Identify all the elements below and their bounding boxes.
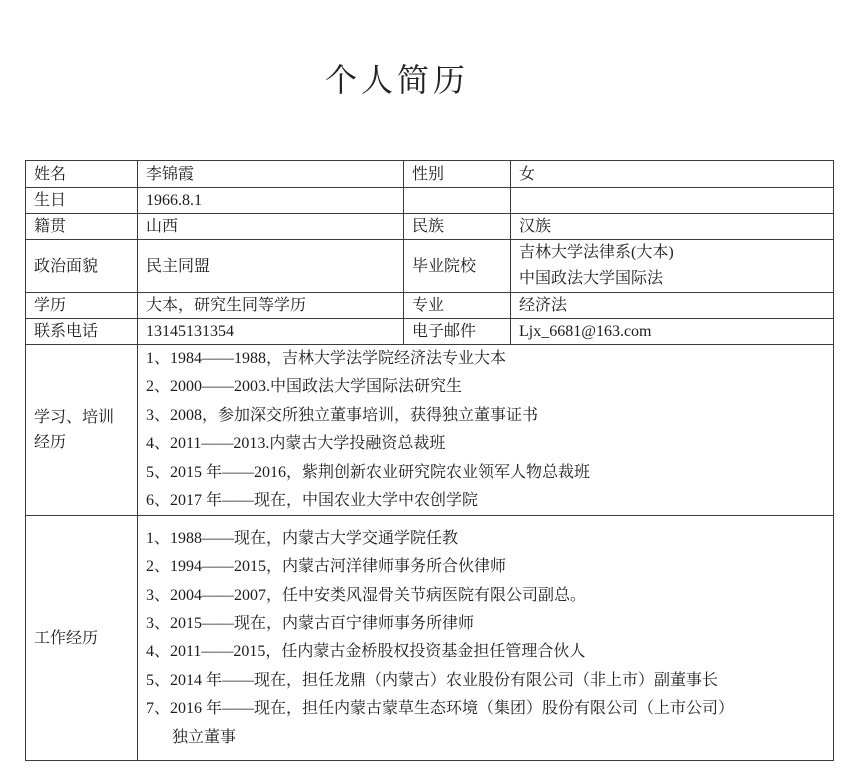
graduate-school-label: 毕业院校 xyxy=(404,240,511,293)
study-item-4: 4、2011——2013.内蒙古大学投融资总裁班 xyxy=(146,435,446,453)
ethnicity-value: 汉族 xyxy=(511,214,834,240)
phone-value: 13145131354 xyxy=(138,319,404,345)
work-item-4: 3、2015——现在，内蒙古百宁律师事务所律师 xyxy=(146,615,475,633)
education-value: 大本，研究生同等学历 xyxy=(138,293,404,319)
major-value: 经济法 xyxy=(511,293,834,319)
graduate-school-value xyxy=(511,240,834,293)
birthday-label: 生日 xyxy=(26,188,138,214)
page-title: 个人简历 xyxy=(325,62,470,98)
row-phone-email xyxy=(26,319,834,345)
gender-value: 女 xyxy=(511,161,834,188)
work-history-content xyxy=(138,516,834,761)
study-history-label: 学习、培训经历 xyxy=(26,345,138,516)
political-status-label: 政治面貌 xyxy=(26,240,138,293)
row-study-history xyxy=(26,345,834,516)
major-label: 专业 xyxy=(404,293,511,319)
work-item-7: 7、2016 年——现在，担任内蒙古蒙草生态环境（集团）股份有限公司（上市公司） xyxy=(146,700,735,718)
name-value: 李锦霞 xyxy=(138,161,404,188)
work-item-7-continuation: 独立董事 xyxy=(172,728,237,746)
native-place-label: 籍贯 xyxy=(26,214,138,240)
work-item-3: 3、2004——2007，任中安类风湿骨关节病医院有限公司副总。 xyxy=(146,586,587,604)
ethnicity-label: 民族 xyxy=(404,214,511,240)
graduate-school-line1: 吉林大学法律系(大本) xyxy=(519,244,674,261)
study-item-1: 1、1984——1988，吉林大学法学院经济法专业大本 xyxy=(146,350,507,367)
row-native-ethnicity xyxy=(26,214,834,240)
phone-label: 联系电话 xyxy=(26,319,138,345)
work-item-2: 2、1994——2015，内蒙古河洋律师事务所合伙律师 xyxy=(146,558,507,576)
study-item-3: 3、2008，参加深交所独立董事培训，获得独立董事证书 xyxy=(146,406,539,424)
gender-label: 性别 xyxy=(404,161,511,188)
political-status-value: 民主同盟 xyxy=(138,240,404,293)
study-history-content xyxy=(138,345,834,516)
native-place-value: 山西 xyxy=(138,214,404,240)
study-item-2: 2、2000——2003.中国政法大学国际法研究生 xyxy=(146,378,463,396)
empty-cell xyxy=(511,188,834,214)
row-education-major xyxy=(26,293,834,319)
work-item-6: 5、2014 年——现在，担任龙鼎（内蒙古）农业股份有限公司（非上市）副董事长 xyxy=(146,671,719,689)
graduate-school-line2: 中国政法大学国际法 xyxy=(519,270,664,287)
birthday-value: 1966.8.1 xyxy=(138,188,404,214)
row-work-history xyxy=(26,516,834,761)
study-item-5: 5、2015 年——2016，紫荆创新农业研究院农业领军人物总裁班 xyxy=(146,463,591,481)
work-item-1: 1、1988——现在，内蒙古大学交通学院任教 xyxy=(146,529,459,547)
row-birthday xyxy=(26,188,834,214)
empty-cell xyxy=(404,188,511,214)
resume-table xyxy=(25,160,834,761)
work-history-label: 工作经历 xyxy=(26,516,138,761)
work-item-5: 4、2011——2015，任内蒙古金桥股权投资基金担任管理合伙人 xyxy=(146,643,586,661)
study-item-6: 6、2017 年——现在，中国农业大学中农创学院 xyxy=(146,492,479,510)
email-label: 电子邮件 xyxy=(404,319,511,345)
education-label: 学历 xyxy=(26,293,138,319)
row-political-school xyxy=(26,240,834,293)
row-name-gender xyxy=(26,161,834,188)
email-value: Ljx_6681@163.com xyxy=(511,319,834,345)
name-label: 姓名 xyxy=(26,161,138,188)
